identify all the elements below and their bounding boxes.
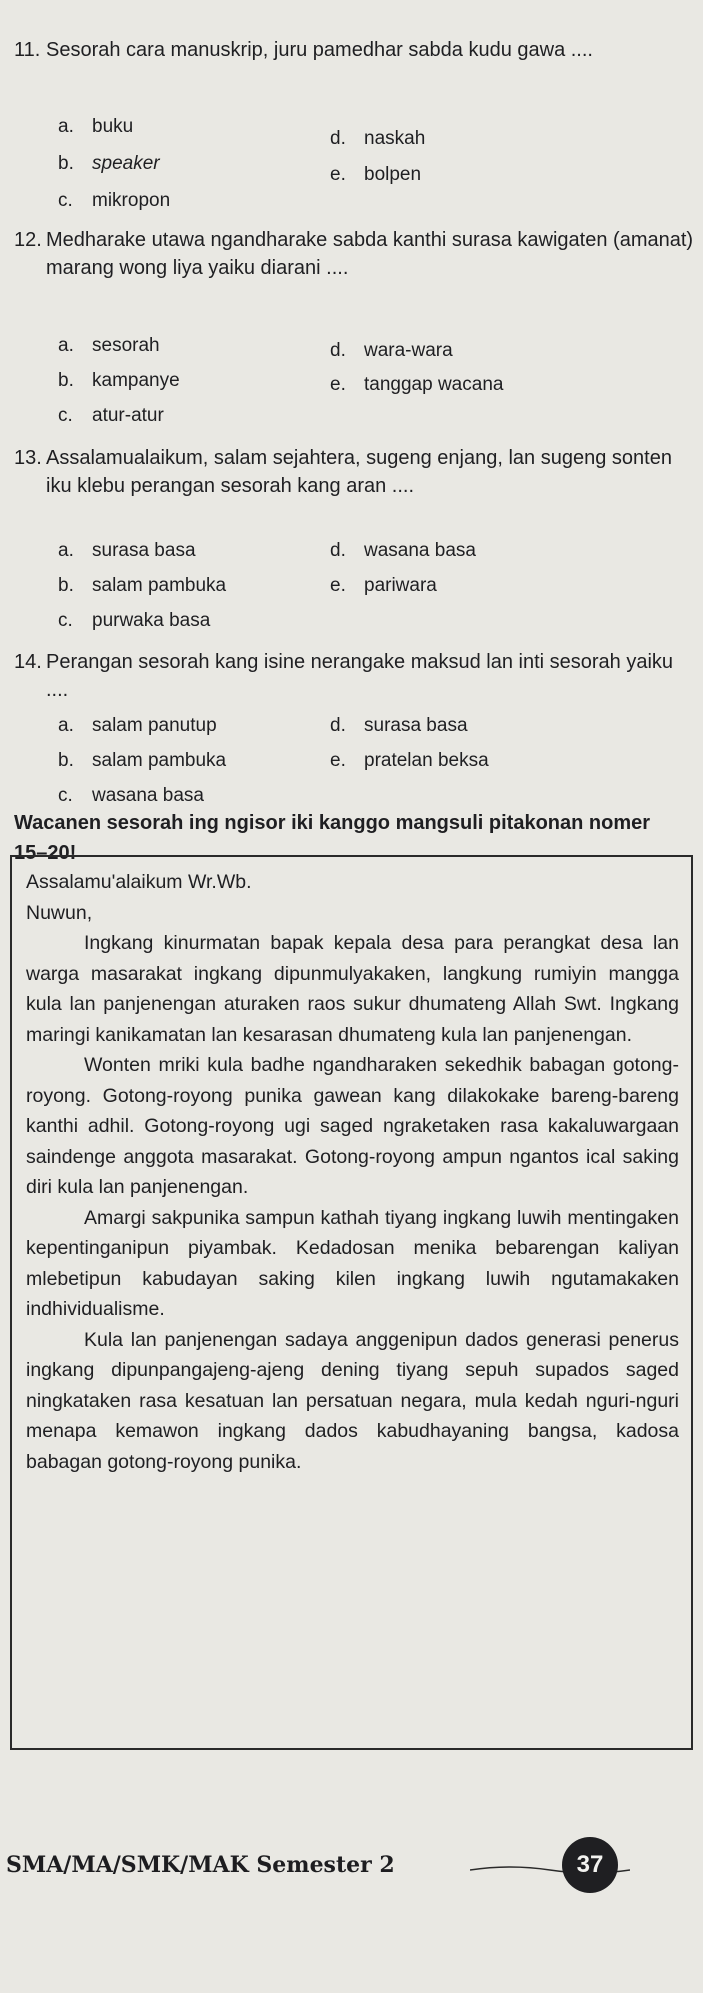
- option-letter: d.: [330, 128, 346, 149]
- option-letter: e.: [330, 374, 346, 395]
- option-letter: c.: [58, 190, 73, 211]
- option-text: tanggap wacana: [364, 374, 504, 395]
- option-13d[interactable]: [330, 538, 476, 564]
- option-14a[interactable]: [58, 713, 217, 739]
- passage-paragraph: Wonten mriki kula badhe ngandharaken sekedhik babagan gotong-royong. Gotong-royong punika gawean kang dilakokake bareng-bareng kanthi adhil. Gotong-royong ugi saged ngraketaken rasa kakaluwargaan saindenge anggota masarakat. Gotong-royong ampun ngantos ical saking diri kula lan panjenengan.: [26, 1054, 679, 1198]
- option-text: kampanye: [92, 370, 180, 391]
- option-text: surasa basa: [92, 540, 196, 561]
- question-13: [14, 444, 694, 500]
- option-14e[interactable]: [330, 748, 489, 774]
- option-letter: b.: [58, 153, 74, 174]
- option-letter: a.: [58, 715, 74, 736]
- option-letter: c.: [58, 405, 73, 426]
- option-text: sesorah: [92, 335, 160, 356]
- footer-title: SMA/MA/SMK/MAK Semester 2: [6, 1852, 395, 1878]
- question-12: [14, 226, 694, 282]
- option-text: purwaka basa: [92, 610, 211, 631]
- option-text: wasana basa: [364, 540, 476, 561]
- reading-instruction: Wacanen sesorah ing ngisor iki kanggo mangsuli pitakonan nomer 15–20!: [14, 812, 651, 864]
- option-letter: c.: [58, 610, 73, 631]
- question-11: [14, 36, 694, 64]
- option-letter: a.: [58, 335, 74, 356]
- speech-passage-box: [10, 855, 693, 1750]
- option-text: mikropon: [92, 190, 171, 211]
- question-number: 11.: [14, 39, 41, 61]
- option-text: wara-wara: [364, 340, 453, 361]
- option-letter: a.: [58, 116, 74, 137]
- passage-paragraph: Ingkang kinurmatan bapak kepala desa para perangkat desa lan warga masarakat ingkang dipunmulyakaken, langkung rumiyin mangga kula lan panjenengan aturaken raos sukur dhumateng Allah Swt. Ingkang maringi kanikamatan lan kesarasan dhumateng kula lan panjenengan.: [26, 932, 679, 1046]
- option-letter: a.: [58, 540, 74, 561]
- option-14b[interactable]: [58, 748, 226, 774]
- question-stem: Sesorah cara manuskrip, juru pamedhar sabda kudu gawa ....: [46, 39, 593, 61]
- question-stem: Medharake utawa ngandharake sabda kanthi surasa kawigaten (amanat) marang wong liya yaiku diarani ....: [46, 229, 694, 279]
- option-text: speaker: [92, 153, 160, 174]
- option-12c[interactable]: [58, 403, 164, 429]
- option-14c[interactable]: [58, 783, 204, 809]
- option-text: atur-atur: [92, 405, 164, 426]
- option-letter: c.: [58, 785, 73, 806]
- question-number: 12.: [14, 229, 42, 251]
- option-text: surasa basa: [364, 715, 468, 736]
- option-text: bolpen: [364, 164, 422, 185]
- option-11e[interactable]: [330, 162, 421, 188]
- question-stem: Assalamualaikum, salam sejahtera, sugeng enjang, lan sugeng sonten iku klebu perangan sesorah kang aran ....: [46, 447, 672, 497]
- option-11c[interactable]: [58, 188, 170, 214]
- option-text: buku: [92, 116, 134, 137]
- option-11b[interactable]: [58, 151, 160, 177]
- option-14d[interactable]: [330, 713, 468, 739]
- question-14: [14, 648, 694, 704]
- option-letter: e.: [330, 164, 346, 185]
- option-11d[interactable]: [330, 126, 425, 152]
- option-12d[interactable]: [330, 338, 453, 364]
- passage-greeting: Assalamu'alaikum Wr.Wb.: [26, 871, 252, 893]
- option-text: pratelan beksa: [364, 750, 489, 771]
- option-13e[interactable]: [330, 573, 437, 599]
- option-text: pariwara: [364, 575, 437, 596]
- option-12e[interactable]: [330, 372, 503, 398]
- option-text: wasana basa: [92, 785, 204, 806]
- option-13b[interactable]: [58, 573, 226, 599]
- option-text: salam pambuka: [92, 750, 227, 771]
- option-11a[interactable]: [58, 114, 133, 140]
- option-letter: d.: [330, 540, 346, 561]
- option-letter: b.: [58, 370, 74, 391]
- option-letter: d.: [330, 340, 346, 361]
- option-12a[interactable]: [58, 333, 160, 359]
- option-letter: d.: [330, 715, 346, 736]
- question-stem: Perangan sesorah kang isine nerangake maksud lan inti sesorah yaiku ....: [46, 651, 674, 701]
- option-text: naskah: [364, 128, 426, 149]
- passage-salutation: Nuwun,: [26, 901, 93, 924]
- option-text: salam panutup: [92, 715, 217, 736]
- option-12b[interactable]: [58, 368, 180, 394]
- option-letter: e.: [330, 575, 346, 596]
- option-13a[interactable]: [58, 538, 196, 564]
- option-13c[interactable]: [58, 608, 210, 634]
- option-letter: e.: [330, 750, 346, 771]
- question-number: 13.: [14, 447, 42, 469]
- passage-paragraph: Amargi sakpunika sampun kathah tiyang ingkang luwih mentingaken kepentinganipun piyambak. Kedadosan menika bebarengan kaliyan mlebetipun kabudayan saking kilen ingkang luwih ngutamakaken indhividualisme.: [26, 1206, 679, 1320]
- option-letter: b.: [58, 750, 74, 771]
- passage-paragraph: Kula lan panjenengan sadaya anggenipun dados generasi penerus ingkang dipunpangajeng-ajeng dening tiyang sepuh supados saged ningkataken rasa kesatuan lan persatuan negara, mula kedah nguri-nguri menapa kemawon ingkang dados kabudhayaning bangsa, kadosa babagan gotong-royong punika.: [26, 1328, 679, 1473]
- question-number: 14.: [14, 651, 42, 673]
- page-number-badge: 37: [562, 1837, 618, 1893]
- option-letter: b.: [58, 575, 74, 596]
- option-text: salam pambuka: [92, 575, 227, 596]
